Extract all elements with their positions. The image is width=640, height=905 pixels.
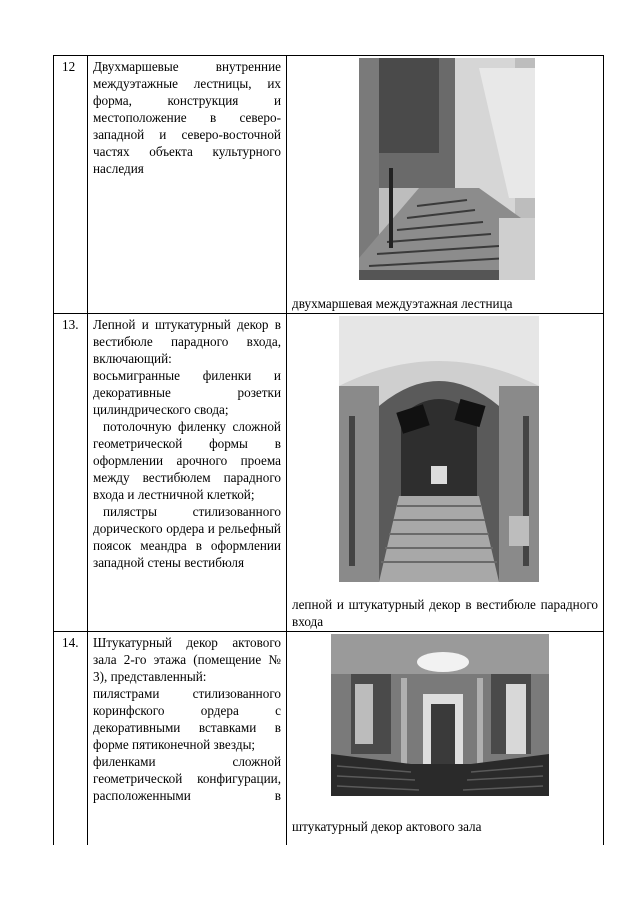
image-caption: двухмаршевая междуэтажная лестница — [292, 296, 513, 311]
row-number: 13. — [54, 314, 88, 632]
row-description — [88, 632, 287, 845]
row-description — [88, 56, 287, 314]
description-paragraph: пилястрами стилизованного коринфского ордера с декоративными вставками в форме пятиконечной звезды; — [93, 686, 281, 752]
description-paragraph: пилястры стилизованного дорического ордера и рельефный поясок меандра в оформлении западной стены вестибюля — [93, 504, 281, 570]
row-number: 12 — [54, 56, 88, 314]
image-cell — [287, 314, 604, 632]
image-cell — [287, 632, 604, 845]
description-paragraph: Двухмаршевые внутренние междуэтажные лестницы, их форма, конструкция и местоположение в северо-западной и северо-восточной частях объекта культурного наследия — [93, 59, 281, 176]
description-paragraph: филенками сложной геометрической конфигурации, расположенными в — [93, 754, 281, 803]
image-cell — [287, 56, 604, 314]
table-row — [54, 56, 604, 314]
vestibule-photo-icon — [339, 316, 539, 582]
table-row — [54, 632, 604, 845]
assembly-hall-photo-icon — [331, 634, 549, 796]
description-paragraph: восьмигранные филенки и декоративные розетки цилиндрического свода; — [93, 368, 281, 417]
image-caption: лепной и штукатурный декор в вестибюле парадного входа — [292, 597, 598, 629]
description-paragraph: Лепной и штукатурный декор в вестибюле парадного входа, включающий: — [93, 317, 281, 366]
row-number: 14. — [54, 632, 88, 845]
description-paragraph: Штукатурный декор актового зала 2-го этажа (помещение № 3), представленный: — [93, 635, 281, 684]
description-paragraph: потолочную филенку сложной геометрической формы в оформлении арочного проема между вестибюлем парадного входа и лестничной клеткой; — [93, 419, 281, 502]
heritage-table — [53, 55, 604, 845]
table-row — [54, 314, 604, 632]
image-caption: штукатурный декор актового зала — [292, 818, 482, 834]
staircase-photo-icon — [359, 58, 535, 280]
row-description — [88, 314, 287, 632]
